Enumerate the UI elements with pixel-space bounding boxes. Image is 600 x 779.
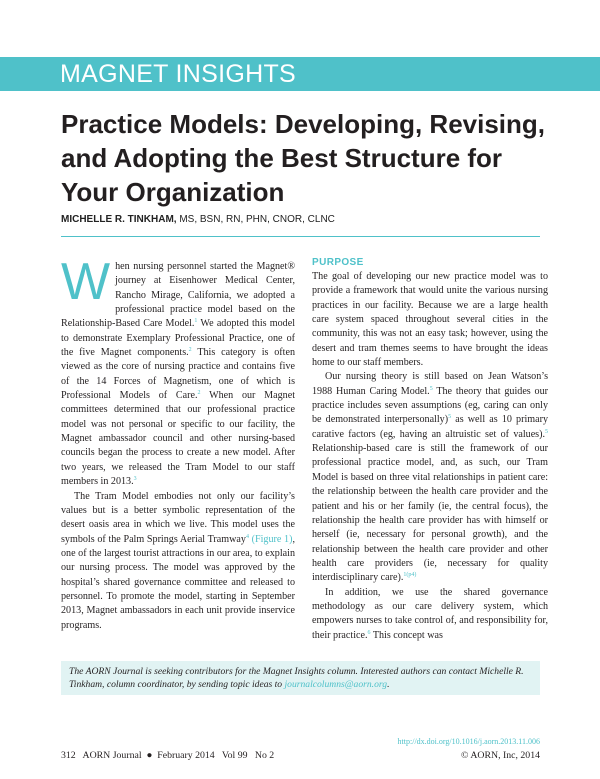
citation[interactable]: 1(p4) xyxy=(403,572,417,579)
citation[interactable]: 1 xyxy=(194,318,198,325)
email-link[interactable]: journalcolumns@aorn.org xyxy=(284,679,388,690)
citation[interactable]: 4 xyxy=(245,533,249,540)
section-heading: PURPOSE xyxy=(312,257,364,268)
article-title: Practice Models: Developing, Revising, and Adopting the Best Structure for Your Organization xyxy=(61,109,546,207)
left-column xyxy=(61,253,295,633)
citation[interactable]: 5 xyxy=(429,385,433,392)
author-credentials: MS, BSN, RN, PHN, CNOR, CLNC xyxy=(179,214,335,225)
paragraph: Our nursing theory is still based on Jean Watson’s 1988 Human Caring Model.$^5$ The theory that guides our practice includes seven assumptions (eg, caring can only be demonstrated interpersonally)$^5$ as well as 10 primary carative factors (eg, having an altruistic set of values).$^5$ Relationship-based care is still the framework of our professional practice model, and, as such, our Tram Model is based on three vital relationships in patient care: the relationship between the health care provider and the patient and his or her family (ie, the central focus), the relationship the health care provider has with himself or herself (ie, necessary for personal growth), and the relationship between the health care provider and other health care providers (ie, necessary for quality interdisciplinary care).$^{1(p4)}$ xyxy=(312,371,549,584)
citation[interactable]: 2 xyxy=(188,347,192,354)
citation[interactable]: 2 xyxy=(197,390,201,397)
contributors-callout xyxy=(61,661,540,695)
paragraph: The Tram Model embodies not only our facility’s values but is a better symbolic representation of the desert oasis area in which we live. This model uses the symbols of the Palm Springs Aerial Tramway$^4$ (Figure 1), one of the largest tourist attractions in our area, to explain our nursing process. The model was approved by the hospital’s shared governance committee and released to personnel. To promote the model, starting in September 2013, Magnet ambassadors in each unit provide inservice programs. xyxy=(61,490,295,631)
paragraph: The goal of developing our new practice model was to provide a framework that would unite the various nursing practices in our facility. Because we are a large health care system spaced throughout several cities in the community, this was not an easy task; however, using the desert and tram themes seems to have brought the ideas home to our staff members. xyxy=(312,271,548,369)
byline xyxy=(61,213,561,226)
author-name: MICHELLE R. TINKHAM, xyxy=(61,214,177,225)
citation[interactable]: 5 xyxy=(448,414,452,421)
copyright: © AORN, Inc, 2014 xyxy=(460,750,540,761)
callout-text: The AORN Journal is seeking contributors for the Magnet Insights column. Interested authors can contact Michelle R. Tinkham, column coordinator, by sending topic ideas to journalcolumns@aorn.org. xyxy=(69,666,524,690)
right-column xyxy=(312,256,548,643)
title-divider xyxy=(61,236,540,237)
citation[interactable]: 5 xyxy=(545,428,548,435)
section-banner xyxy=(0,57,600,91)
paragraph: When nursing personnel started the Magnet® journey at Eisenhower Medical Center, Rancho Mirage, California, we adopted a professional practice model based on the Relationship-Based Care Model.$^1$ We adopted this model to demonstrate Exemplary Professional Practice, one of the five Magnet components.$^2$ This category is often viewed as the core of nursing practice and contains five of the 14 Forces of Magnetism, one of which is Professional Models of Care.$^2$ When our Magnet committees determined that our professional practice model was not personal or specific to our facility, the Magnet ambassador council and other nursing-based councils began the process to create a new model. After two years, we released the Tram Model to our staff members in 2013.$^3$ xyxy=(61,253,295,488)
journal-citation: 312 AORN Journal ● February 2014 Vol 99 No 2 xyxy=(61,750,275,761)
citation[interactable]: 6 xyxy=(367,629,371,636)
drop-cap: W xyxy=(61,253,111,311)
doi-link[interactable]: http://dx.doi.org/10.1016/j.aorn.2013.11.006 xyxy=(397,737,540,746)
section-label: MAGNET INSIGHTS xyxy=(60,60,297,88)
figure-link[interactable]: (Figure 1) xyxy=(251,533,293,545)
paragraph: In addition, we use the shared governance methodology as our care delivery system, which empowers nurses to take control of, and responsibility for, their practice.$^6$ This concept was xyxy=(312,586,548,641)
citation[interactable]: 3 xyxy=(133,476,137,483)
